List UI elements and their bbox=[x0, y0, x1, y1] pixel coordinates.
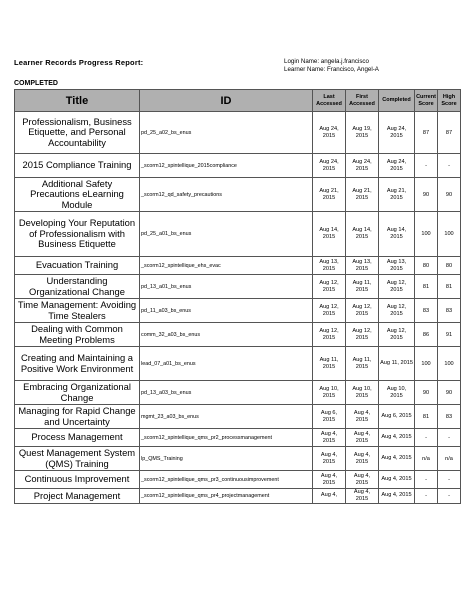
row-title: Creating and Maintaining a Positive Work Environment bbox=[15, 347, 140, 381]
row-high-score: 90 bbox=[438, 381, 461, 405]
table-row bbox=[15, 381, 461, 405]
row-high-score: 80 bbox=[438, 257, 461, 275]
row-last-accessed: Aug 21, 2015 bbox=[313, 178, 346, 212]
row-first-accessed: Aug 13, 2015 bbox=[346, 257, 379, 275]
login-name: Login Name: angela.j.francisco bbox=[284, 58, 369, 65]
row-completed: Aug 11, 2015 bbox=[379, 347, 415, 381]
row-first-accessed: Aug 12, 2015 bbox=[346, 299, 379, 323]
row-id: pd_11_a03_bs_enus bbox=[140, 299, 313, 323]
row-current-score: 81 bbox=[415, 405, 438, 429]
table-row bbox=[15, 257, 461, 275]
row-id: lead_07_a01_bs_enus bbox=[140, 347, 313, 381]
column-header-high-score: High Score bbox=[438, 90, 461, 112]
row-completed: Aug 24, 2015 bbox=[379, 112, 415, 154]
row-high-score: - bbox=[438, 154, 461, 178]
row-last-accessed: Aug 24, 2015 bbox=[313, 154, 346, 178]
row-first-accessed: Aug 4, 2015 bbox=[346, 447, 379, 471]
row-current-score: 90 bbox=[415, 381, 438, 405]
row-current-score: - bbox=[415, 489, 438, 504]
row-id: _scorm12_qd_safety_precautions bbox=[140, 178, 313, 212]
row-id: pd_25_a02_bs_enus bbox=[140, 112, 313, 154]
table-row bbox=[15, 347, 461, 381]
column-header-current-score: Current Score bbox=[415, 90, 438, 112]
row-id: _scorm12_spintellique_qms_pr4_projectmanagement bbox=[140, 489, 313, 504]
row-last-accessed: Aug 12, 2015 bbox=[313, 299, 346, 323]
column-header-first-accessed: First Accessed bbox=[346, 90, 379, 112]
column-header-title: Title bbox=[15, 90, 140, 112]
row-title: Continuous Improvement bbox=[15, 471, 140, 489]
row-high-score: 83 bbox=[438, 405, 461, 429]
row-first-accessed: Aug 11, 2015 bbox=[346, 275, 379, 299]
row-last-accessed: Aug 12, 2015 bbox=[313, 275, 346, 299]
row-current-score: 100 bbox=[415, 347, 438, 381]
table-row bbox=[15, 275, 461, 299]
login-info bbox=[284, 58, 379, 73]
row-current-score: 83 bbox=[415, 299, 438, 323]
row-id: comm_32_a03_bs_enus bbox=[140, 323, 313, 347]
row-completed: Aug 13, 2015 bbox=[379, 257, 415, 275]
row-completed: Aug 12, 2015 bbox=[379, 299, 415, 323]
row-high-score: n/a bbox=[438, 447, 461, 471]
row-id: _scorm12_spintellique_qms_pr2_processmanagement bbox=[140, 429, 313, 447]
row-current-score: - bbox=[415, 154, 438, 178]
row-first-accessed: Aug 4, 2015 bbox=[346, 471, 379, 489]
row-first-accessed: Aug 4, 2015 bbox=[346, 489, 379, 504]
row-last-accessed: Aug 4, 2015 bbox=[313, 471, 346, 489]
row-id: _scorm12_spintellique_qms_pr3_continuousimprovement bbox=[140, 471, 313, 489]
row-last-accessed: Aug 4, 2015 bbox=[313, 447, 346, 471]
row-last-accessed: Aug 10, 2015 bbox=[313, 381, 346, 405]
row-last-accessed: Aug 11, 2015 bbox=[313, 347, 346, 381]
table-row bbox=[15, 212, 461, 257]
row-high-score: 91 bbox=[438, 323, 461, 347]
row-first-accessed: Aug 10, 2015 bbox=[346, 381, 379, 405]
column-header-completed: Completed bbox=[379, 90, 415, 112]
row-completed: Aug 21, 2015 bbox=[379, 178, 415, 212]
row-completed: Aug 4, 2015 bbox=[379, 447, 415, 471]
row-id: pd_25_a01_bs_enus bbox=[140, 212, 313, 257]
row-title: Managing for Rapid Change and Uncertainty bbox=[15, 405, 140, 429]
row-first-accessed: Aug 12, 2015 bbox=[346, 323, 379, 347]
table-row bbox=[15, 471, 461, 489]
row-id: pd_13_a03_bs_enus bbox=[140, 381, 313, 405]
records-table bbox=[14, 89, 461, 504]
row-id: mgmt_23_a03_bs_enus bbox=[140, 405, 313, 429]
row-current-score: 87 bbox=[415, 112, 438, 154]
row-last-accessed: Aug 12, 2015 bbox=[313, 323, 346, 347]
row-title: Evacuation Training bbox=[15, 257, 140, 275]
table-row bbox=[15, 405, 461, 429]
row-high-score: 100 bbox=[438, 347, 461, 381]
row-completed: Aug 14, 2015 bbox=[379, 212, 415, 257]
row-completed: Aug 4, 2015 bbox=[379, 471, 415, 489]
row-title: Time Management: Avoiding Time Stealers bbox=[15, 299, 140, 323]
table-row bbox=[15, 429, 461, 447]
row-high-score: 90 bbox=[438, 178, 461, 212]
row-completed: Aug 12, 2015 bbox=[379, 275, 415, 299]
row-title: Process Management bbox=[15, 429, 140, 447]
row-high-score: - bbox=[438, 429, 461, 447]
row-current-score: 86 bbox=[415, 323, 438, 347]
row-current-score: - bbox=[415, 429, 438, 447]
table-row bbox=[15, 178, 461, 212]
row-title: Understanding Organizational Change bbox=[15, 275, 140, 299]
row-first-accessed: Aug 14, 2015 bbox=[346, 212, 379, 257]
table-header-row bbox=[15, 90, 461, 112]
section-label: COMPLETED bbox=[14, 80, 58, 87]
row-id: _scorm12_spintellique_2015compliance bbox=[140, 154, 313, 178]
row-completed: Aug 24, 2015 bbox=[379, 154, 415, 178]
row-high-score: - bbox=[438, 471, 461, 489]
row-last-accessed: Aug 6, 2015 bbox=[313, 405, 346, 429]
row-title: Additional Safety Precautions eLearning Module bbox=[15, 178, 140, 212]
row-id: lp_QMS_Training bbox=[140, 447, 313, 471]
row-current-score: 90 bbox=[415, 178, 438, 212]
report-title: Learner Records Progress Report: bbox=[14, 58, 144, 67]
table-row bbox=[15, 323, 461, 347]
row-title: Professionalism, Business Etiquette, and Personal Accountability bbox=[15, 112, 140, 154]
table-row bbox=[15, 299, 461, 323]
row-first-accessed: Aug 4, 2015 bbox=[346, 429, 379, 447]
row-last-accessed: Aug 4, 2015 bbox=[313, 429, 346, 447]
row-title: Embracing Organizational Change bbox=[15, 381, 140, 405]
row-first-accessed: Aug 19, 2015 bbox=[346, 112, 379, 154]
row-title: Quest Management System (QMS) Training bbox=[15, 447, 140, 471]
row-completed: Aug 12, 2015 bbox=[379, 323, 415, 347]
row-current-score: 81 bbox=[415, 275, 438, 299]
table-row bbox=[15, 154, 461, 178]
row-last-accessed: Aug 14, 2015 bbox=[313, 212, 346, 257]
row-first-accessed: Aug 4, 2015 bbox=[346, 405, 379, 429]
row-id: _scorm12_spintellique_ehs_evac bbox=[140, 257, 313, 275]
row-first-accessed: Aug 11, 2015 bbox=[346, 347, 379, 381]
row-current-score: - bbox=[415, 471, 438, 489]
row-last-accessed: Aug 13, 2015 bbox=[313, 257, 346, 275]
row-last-accessed: Aug 4, bbox=[313, 489, 346, 504]
table-row bbox=[15, 112, 461, 154]
row-high-score: 87 bbox=[438, 112, 461, 154]
row-high-score: 100 bbox=[438, 212, 461, 257]
row-title: Project Management bbox=[15, 489, 140, 504]
table-row bbox=[15, 447, 461, 471]
row-first-accessed: Aug 24, 2015 bbox=[346, 154, 379, 178]
row-high-score: 83 bbox=[438, 299, 461, 323]
row-completed: Aug 4, 2015 bbox=[379, 429, 415, 447]
row-id: pd_13_a01_bs_enus bbox=[140, 275, 313, 299]
row-high-score: - bbox=[438, 489, 461, 504]
row-title: Dealing with Common Meeting Problems bbox=[15, 323, 140, 347]
row-high-score: 81 bbox=[438, 275, 461, 299]
row-completed: Aug 6, 2015 bbox=[379, 405, 415, 429]
row-completed: Aug 4, 2015 bbox=[379, 489, 415, 504]
row-title: Developing Your Reputation of Professionalism with Business Etiquette bbox=[15, 212, 140, 257]
column-header-last-accessed: Last Accessed bbox=[313, 90, 346, 112]
row-last-accessed: Aug 24, 2015 bbox=[313, 112, 346, 154]
table-row bbox=[15, 489, 461, 504]
row-completed: Aug 10, 2015 bbox=[379, 381, 415, 405]
row-title: 2015 Compliance Training bbox=[15, 154, 140, 178]
learner-name: Learner Name: Francisco, Angel-A bbox=[284, 65, 379, 73]
row-current-score: 100 bbox=[415, 212, 438, 257]
row-current-score: 80 bbox=[415, 257, 438, 275]
column-header-id: ID bbox=[140, 90, 313, 112]
row-current-score: n/a bbox=[415, 447, 438, 471]
table-body bbox=[15, 112, 461, 504]
row-first-accessed: Aug 21, 2015 bbox=[346, 178, 379, 212]
